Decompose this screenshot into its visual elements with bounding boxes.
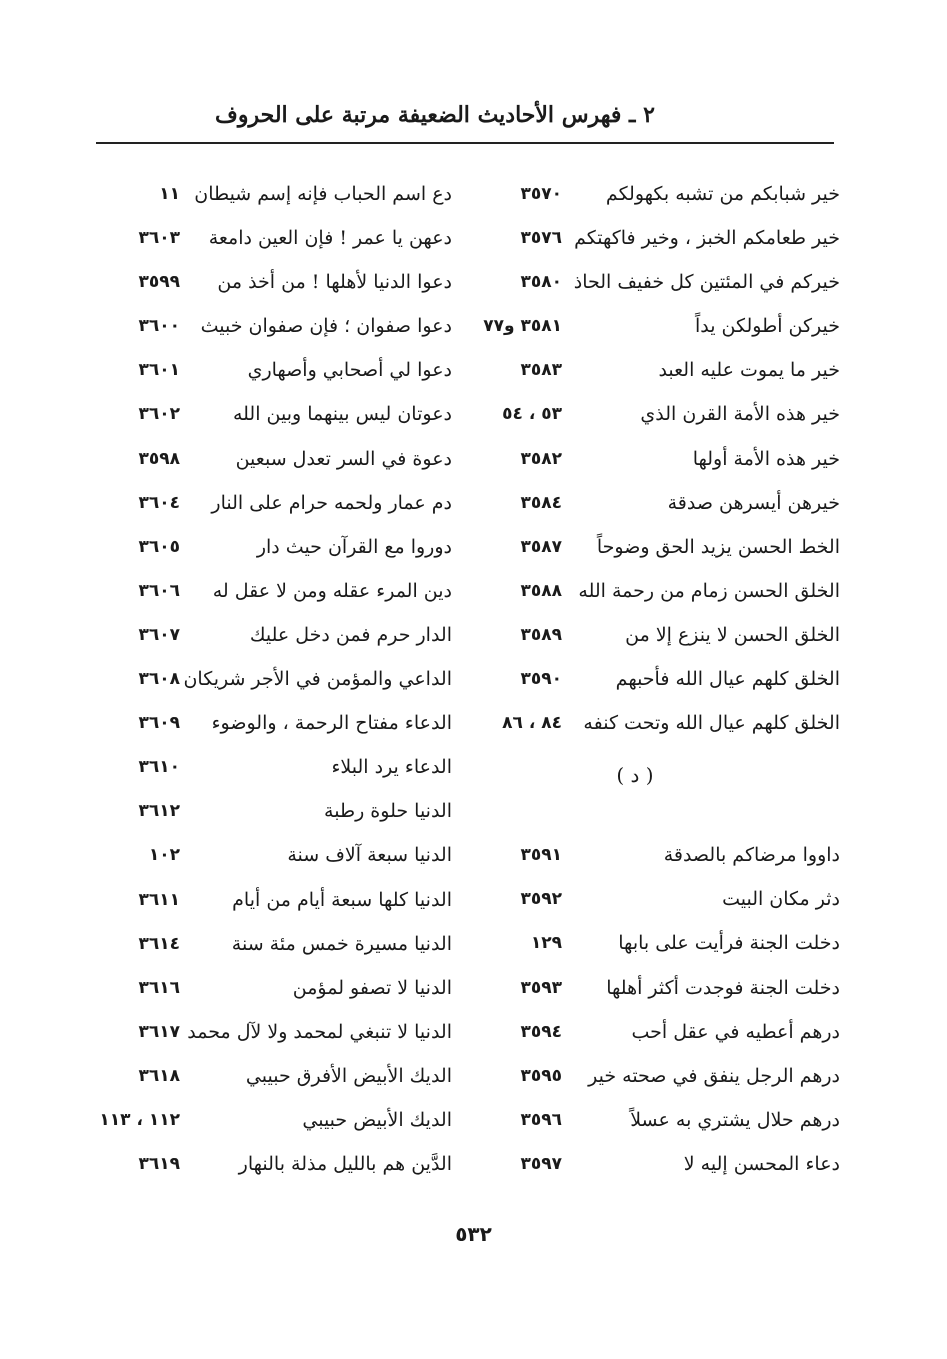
hadith-text: خير طعامكم الخبز ، وخير فاكهتكم [574,227,840,250]
hadith-text: الداعي والمؤمن في الأجر شريكان [183,668,452,691]
index-entry [94,260,452,304]
page-header [96,92,834,144]
page-title: ٢ ـ فهرس الأحاديث الضعيفة مرتبة على الحروف [215,102,655,128]
index-entry [470,921,840,965]
hadith-text: الخط الحسن يزيد الحق وضوحاً [596,535,840,558]
hadith-number: ٣٦١٧ [138,1021,180,1042]
index-entry [470,437,840,481]
index-entry [94,304,452,348]
hadith-text: درهم الرجل ينفق في صحته خير [588,1064,840,1087]
index-entry [470,569,840,613]
hadith-number: ٣٦٠١ [138,360,180,381]
index-entry [94,878,452,922]
index-entry [94,657,452,701]
hadith-text: دم عمار ولحمه حرام على النار [211,491,452,514]
index-entry [470,172,840,216]
hadith-text: دعاء المحسن إليه لا [683,1152,840,1175]
hadith-number: ٣٦٠٣ [138,228,180,249]
hadith-number: ٨٤ ، ٨٦ [502,713,562,734]
hadith-number: ٣٦٠٤ [138,492,180,513]
hadith-number: ٣٦١٨ [138,1065,180,1086]
hadith-number: ٣٦١٦ [138,977,180,998]
index-entry [94,922,452,966]
index-entry [470,1054,840,1098]
hadith-number: ٣٥٩١ [520,845,562,866]
hadith-number: ٣٦٠٦ [138,580,180,601]
index-entry [94,348,452,392]
hadith-number: ٣٥٩٢ [520,889,562,910]
hadith-text: دع اسم الحباب فإنه إسم شيطان [194,183,452,205]
hadith-number: ٣٦١٤ [138,933,180,954]
hadith-text: درهم حلال يشتري به عسلاً [630,1108,840,1131]
index-entry [470,481,840,525]
index-entry [94,789,452,833]
hadith-number: ٣٦٠٥ [138,536,180,557]
hadith-text: الديك الأبيض حبيبي [302,1108,452,1131]
hadith-text: الدنيا كلها سبعة أيام من أيام [232,888,452,911]
hadith-number: ٣٥٩٥ [520,1065,562,1086]
hadith-text: الخلق الحسن زمام من رحمة الله [578,579,840,602]
index-entry [470,1098,840,1142]
hadith-number: ٣٦١٢ [138,801,180,822]
index-entry [94,966,452,1010]
index-entry [94,701,452,745]
index-entry [470,701,840,745]
hadith-text: الدنيا لا تصفو لمؤمن [292,976,452,999]
index-entry [94,613,452,657]
index-entry [94,216,452,260]
hadith-number: ٣٦٠٢ [138,404,180,425]
section-heading-dal: ( د ) [616,763,654,788]
hadith-text: الدَّين هم بالليل مذلة بالنهار [238,1153,452,1176]
hadith-number: ٣٦١٠ [138,757,180,778]
index-entry [94,745,452,789]
index-entry [470,657,840,701]
index-entry [470,613,840,657]
hadith-text: الدنيا سبعة آلاف سنة [287,844,452,867]
hadith-text: دعوتان ليس بينهما وبين الله [232,403,452,426]
hadith-text: خير شبابكم من تشبه بكهولكم [605,183,840,205]
hadith-number: ٣٦٠٨ [138,669,180,690]
hadith-text: دخلت الجنة فرأيت على بابها [618,932,840,955]
index-entry [470,1010,840,1054]
index-entry [94,1098,452,1142]
hadith-text: الدعاء مفتاح الرحمة ، والوضوء [211,712,452,735]
hadith-number: ٣٥٩٤ [520,1021,562,1042]
hadith-text: دعوا لي أصحابي وأصهاري [247,359,452,382]
hadith-number: ٣٥٩٣ [520,977,562,998]
hadith-number: ٣٦١١ [138,889,180,910]
hadith-number: ٣٥٨٤ [520,492,562,513]
hadith-text: درهم أعطيه في عقل أحب [631,1020,840,1043]
hadith-number: ١١٢ ، ١١٣ [99,1109,180,1130]
index-entry [94,1142,452,1186]
index-column-right [470,172,840,1186]
index-column-left [94,172,452,1186]
hadith-number: ٣٥٨٩ [520,624,562,645]
hadith-number: ١٠٢ [148,845,180,866]
hadith-number: ٣٥٨٣ [520,360,562,381]
hadith-text: دعهن يا عمر ! فإن العين دامعة [208,227,452,250]
hadith-number: ٣٥٩٨ [138,448,180,469]
index-entry [94,569,452,613]
hadith-text: دثر مكان البيت [722,888,840,911]
hadith-number: ٣٥٨٠ [520,272,562,293]
hadith-text: دعوا الدنيا لأهلها ! من أخذ من [217,271,452,294]
hadith-text: خير هذه الأمة القرن الذي [640,403,840,426]
index-entry [94,481,452,525]
hadith-text: دعوة في السر تعدل سبعين [235,447,452,470]
hadith-number: ٣٥٧٦ [520,228,562,249]
hadith-number: ٣٦٠٩ [138,713,180,734]
hadith-number: ٣٥٩٩ [138,272,180,293]
hadith-text: الخلق الحسن لا ينزع إلا من [625,623,840,646]
hadith-text: دعوا صفوان ؛ فإن صفوان خبيث [200,315,452,338]
index-entry [94,1010,452,1054]
index-entry [94,172,452,216]
hadith-text: دين المرء عقله ومن لا عقل له [212,579,452,602]
hadith-number: ٣٥٨١ و٧٧ [483,316,562,337]
hadith-text: خيرهن أيسرهن صدقة [667,491,840,514]
index-entry [470,260,840,304]
hadith-text: خيركم في المئتين كل خفيف الحاذ [573,271,840,294]
index-entry [94,392,452,436]
hadith-text: الديك الأبيض الأفرق حبيبي [245,1064,452,1087]
hadith-number: ٣٥٨٢ [520,448,562,469]
index-entry [470,966,840,1010]
hadith-number: ٣٦٠٠ [138,316,180,337]
index-entry [470,392,840,436]
hadith-text: الدنيا حلوة رطبة [324,800,452,823]
hadith-text: الدنيا لا تنبغي لمحمد ولا لآل محمد [187,1020,452,1043]
index-entry [94,437,452,481]
hadith-number: ٣٦٠٧ [138,624,180,645]
index-entry [470,348,840,392]
index-entry [94,1054,452,1098]
hadith-number: ٣٥٨٨ [520,580,562,601]
index-entry [94,525,452,569]
hadith-text: الخلق كلهم عيال الله وتحت كنفه [583,712,840,735]
index-entry [470,525,840,569]
hadith-number: ١١ [159,184,180,204]
hadith-number: ٣٥٩٧ [520,1153,562,1174]
hadith-text: دخلت الجنة فوجدت أكثر أهلها [606,976,840,999]
hadith-text: خير ما يموت عليه العبد [658,359,840,382]
hadith-text: الدعاء يرد البلاء [331,756,452,779]
page-number: ٥٣٢ [455,1222,492,1246]
index-entry [94,833,452,877]
index-entry [470,1142,840,1186]
hadith-number: ٣٥٧٠ [520,184,562,204]
index-entry [470,216,840,260]
hadith-number: ٣٥٨٧ [520,536,562,557]
hadith-number: ٣٥٩٠ [520,669,562,690]
index-entry [470,877,840,921]
hadith-number: ١٢٩ [530,933,562,954]
hadith-text: الدار حرم فمن دخل عليك [249,623,452,646]
index-entry [470,304,840,348]
hadith-text: الخلق كلهم عيال الله فأحبهم [615,668,840,691]
hadith-text: داووا مرضاكم بالصدقة [663,844,840,867]
hadith-text: خيركن أطولكن يداً [694,315,840,338]
hadith-number: ٣٥٩٦ [520,1109,562,1130]
hadith-number: ٥٣ ، ٥٤ [502,404,562,425]
hadith-number: ٣٦١٩ [138,1154,180,1175]
hadith-text: دوروا مع القرآن حيث دار [256,535,452,558]
hadith-text: الدنيا مسيرة خمس مئة سنة [231,932,452,955]
hadith-text: خير هذه الأمة أولها [692,447,840,470]
index-entry [470,833,840,877]
